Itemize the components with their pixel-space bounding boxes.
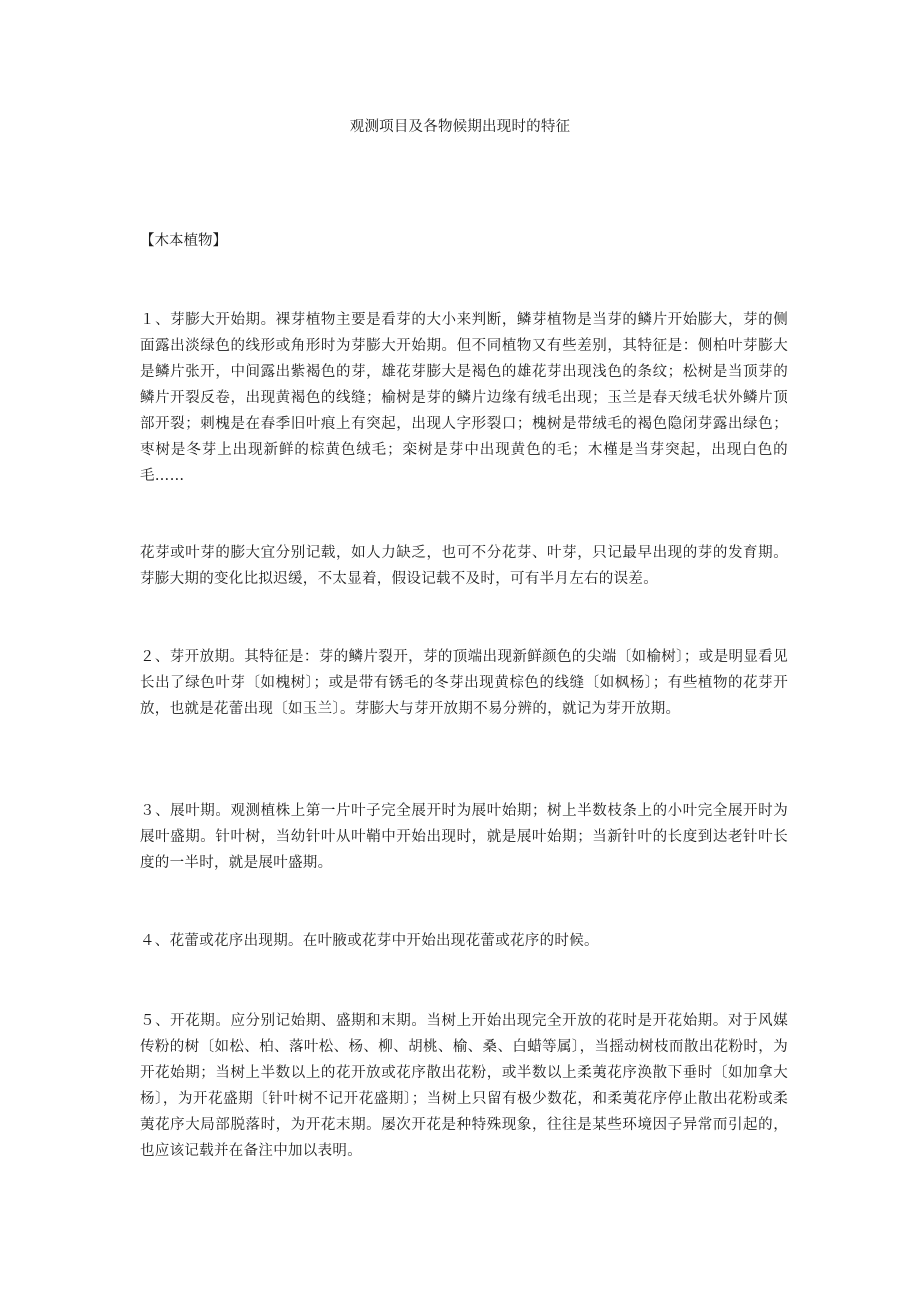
paragraph-flowering: ５、开花期。应分别记始期、盛期和末期。当树上开始出现完全开放的花时是开花始期。对于风媒传粉的树〔如松、柏、落叶松、杨、柳、胡桃、榆、桑、白蜡等属〕，当摇动树枝而散出花粉时，为开花始期；当树上半数以上的花开放或花序散出花粉，或半数以上柔荑花序涣散下垂时〔如加拿大杨〕，为开花盛期〔针叶树不记开花盛期〕；当树上只留有极少数花，和柔荑花序停止散出花粉或柔荑花序大局部脱落时，为开花末期。屡次开花是种特殊现象，往往是某些环境因子异常而引起的，也应该记载并在备注中加以表明。 xyxy=(140,1013,788,1159)
document-title: 观测项目及各物候期出现时的特征 xyxy=(349,119,571,135)
paragraph-leaf-unfolding: ３、展叶期。观测植株上第一片叶子完全展开时为展叶始期；树上半数枝条上的小叶完全展开时为展叶盛期。针叶树，当幼针叶从叶鞘中开始出现时，就是展叶始期；当新针叶的长度到达老针叶长度的一半时，就是展叶盛期。 xyxy=(140,803,788,871)
paragraph-flower-bud-appearance: ４、花蕾或花序出现期。在叶腋或花芽中开始出现花蕾或花序的时候。 xyxy=(140,933,599,949)
paragraph-bud-opening: ２、芽开放期。其特征是：芽的鳞片裂开，芽的顶端出现新鲜颜色的尖端〔如榆树〕；或是明显看见长出了绿色叶芽〔如槐树〕；或是带有锈毛的冬芽出现黄棕色的线缝〔如枫杨〕；有些植物的花芽开放，也就是花蕾出现〔如玉兰〕。芽膨大与芽开放期不易分辨的，就记为芽开放期。 xyxy=(140,649,788,717)
paragraph-bud-note: 花芽或叶芽的膨大宜分别记载，如人力缺乏，也可不分花芽、叶芽，只记最早出现的芽的发育期。芽膨大期的变化比拟迟缓，不太显着，假设记载不及时，可有半月左右的误差。 xyxy=(140,545,788,587)
section-heading-woody-plants: 【木本植物】 xyxy=(140,233,227,249)
paragraph-bud-swelling: １、芽膨大开始期。裸芽植物主要是看芽的大小来判断，鳞芽植物是当芽的鳞片开始膨大，芽的侧面露出淡绿色的线形或角形时为芽膨大开始期。但不同植物又有些差别，其特征是：侧柏叶芽膨大是鳞片张开，中间露出紫褐色的芽，雄花芽膨大是褐色的雄花芽出现浅色的条纹；松树是当顶芽的鳞片开裂反卷，出现黄褐色的线缝；榆树是芽的鳞片边缘有绒毛出现；玉兰是春天绒毛状外鳞片顶部开裂；刺槐是在春季旧叶痕上有突起，出现人字形裂口；槐树是带绒毛的褐色隐闭芽露出绿色；枣树是冬芽上出现新鲜的棕黄色绒毛；栾树是芽中出现黄色的毛；木槿是当芽突起，出现白色的毛…… xyxy=(140,312,788,484)
